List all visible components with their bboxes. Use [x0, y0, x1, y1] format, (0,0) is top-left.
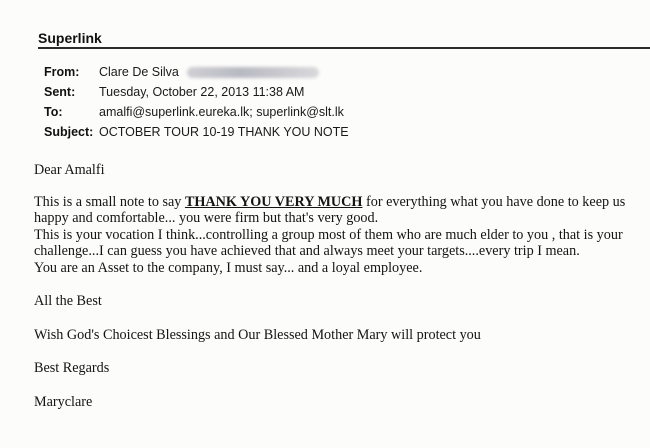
greeting: Dear Amalfi	[34, 162, 105, 178]
paragraph-thanks-start: This is a small note to say	[34, 193, 185, 210]
from-name: Clare De Silva	[99, 65, 179, 79]
subject-label: Subject:	[44, 125, 94, 139]
sent-value: Tuesday, October 22, 2013 11:38 AM	[99, 85, 305, 99]
to-label: To:	[44, 105, 63, 119]
redacted-email	[187, 67, 319, 78]
paragraph-asset: You are an Asset to the company, I must say... and a loyal employee.	[34, 259, 423, 276]
to-value: amalfi@superlink.eureka.lk; superlink@slt.lk	[99, 105, 344, 119]
closing-regards: Best Regards	[34, 360, 110, 376]
thank-you-emphasis: THANK YOU VERY MUCH	[184, 193, 363, 210]
brand-title: Superlink	[38, 30, 102, 46]
from-label: From:	[44, 65, 80, 79]
sent-row	[44, 82, 349, 102]
subject-value: OCTOBER TOUR 10-19 THANK YOU NOTE	[99, 125, 349, 139]
closing-all-the-best: All the Best	[34, 293, 102, 309]
letter-body	[34, 162, 646, 410]
sent-label: Sent:	[44, 85, 76, 99]
subject-row	[44, 122, 349, 142]
closing-blessings: Wish God's Choicest Blessings and Our Blessed Mother Mary will protect you	[34, 326, 481, 343]
paragraph-vocation: This is your vocation I think...controlling a group most of them who are much elder to you , that is your challenge...I can guess you have achieved that and always meet your targets....every trip I mean.	[34, 226, 623, 259]
to-row	[44, 102, 349, 122]
signature: Maryclare	[34, 393, 93, 410]
header-divider	[38, 47, 650, 49]
email-headers	[44, 62, 349, 142]
from-row	[44, 62, 349, 82]
paragraph-thanks-end: for everything what you have done to keep us happy and comfortable... you were firm but that's very good.	[34, 193, 626, 226]
paragraph-thanks	[34, 194, 646, 227]
